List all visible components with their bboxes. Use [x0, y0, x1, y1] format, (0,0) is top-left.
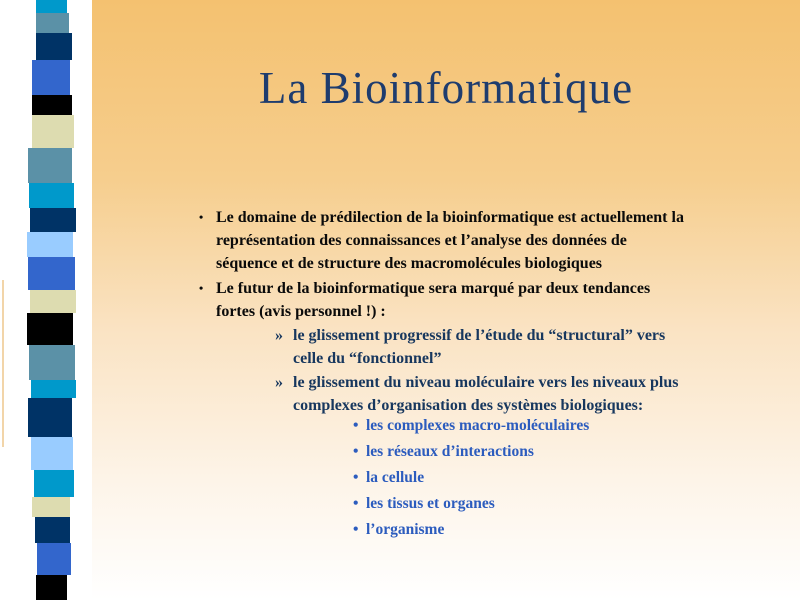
bullet-level1-item: [199, 277, 650, 323]
bullet-text-line: les complexes macro-moléculaires: [366, 417, 590, 434]
bullet-text-line: le glissement du niveau moléculaire vers les niveaux plus: [293, 374, 679, 391]
bullet-text-line: l’organisme: [366, 521, 445, 538]
bullet-level3-item: [353, 517, 589, 543]
bullet-text-line: complexes d’organisation des systèmes biologiques:: [293, 397, 644, 414]
bullet-text-line: Le domaine de prédilection de la bioinformatique est actuellement la: [216, 209, 684, 226]
strip-block: [29, 183, 74, 208]
bullet-dot-marker: •: [353, 521, 359, 538]
strip-block: [35, 517, 71, 543]
bullet-dot-marker: •: [199, 210, 204, 224]
bullet-dot-marker: •: [353, 495, 359, 512]
bullet-text-line: la cellule: [366, 469, 425, 486]
strip-block: [36, 13, 70, 33]
color-strip: [28, 0, 78, 600]
strip-block: [36, 575, 67, 600]
bullet-text-line: Le futur de la bioinformatique sera marqué par deux tendances: [216, 280, 651, 297]
strip-block: [31, 380, 76, 398]
bullet-dot-marker: •: [353, 417, 359, 434]
bullet-dot-marker: •: [353, 443, 359, 460]
strip-block: [28, 257, 75, 290]
bullet-level1-item: [199, 206, 684, 275]
bullet-level3-item: [353, 413, 589, 439]
bullet-text-line: celle du “fonctionnel”: [293, 350, 442, 367]
bullet-level3-item: [353, 491, 589, 517]
bullet-text-line: les réseaux d’interactions: [366, 443, 534, 460]
strip-block: [36, 33, 72, 60]
strip-block: [32, 115, 74, 148]
slide-title: La Bioinformatique: [258, 63, 634, 113]
bullet-text: [293, 371, 678, 417]
strip-block: [31, 437, 73, 470]
strip-block: [37, 543, 71, 575]
strip-block: [36, 0, 67, 13]
bullet-level3-item: [353, 465, 589, 491]
slide-panel: [92, 0, 800, 600]
bullet-text-line: le glissement progressif de l’étude du “structural” vers: [293, 327, 666, 344]
strip-block: [34, 470, 74, 497]
bullet-text-line: représentation des connaissances et l’analyse des données de: [216, 232, 627, 249]
bullet-text: [216, 206, 684, 275]
bullet-dot-marker: •: [199, 281, 204, 295]
strip-block: [32, 95, 72, 115]
bullet-text: [216, 277, 650, 323]
strip-block: [30, 290, 77, 313]
strip-block: [27, 313, 74, 345]
guillemet-marker: »: [275, 374, 283, 391]
guillemet-marker: »: [275, 327, 283, 344]
bullet-text: [293, 324, 665, 370]
strip-block: [30, 208, 76, 232]
bullet-level2-item: [275, 324, 665, 370]
bullet-level3-list: [353, 413, 589, 543]
strip-block: [27, 232, 74, 257]
bullet-text-line: séquence et de structure des macromolécules biologiques: [216, 255, 603, 272]
bullet-dot-marker: •: [353, 469, 359, 486]
strip-block: [32, 60, 70, 95]
strip-block: [28, 148, 72, 183]
strip-block: [28, 398, 72, 437]
bullet-text-line: les tissus et organes: [366, 495, 495, 512]
bullet-text-line: fortes (avis personnel !) :: [216, 303, 386, 320]
bullet-level2-item: [275, 371, 678, 417]
strip-block: [29, 345, 75, 380]
left-edge-accent-line: [2, 280, 4, 447]
strip-block: [32, 497, 70, 517]
bullet-level3-item: [353, 439, 589, 465]
